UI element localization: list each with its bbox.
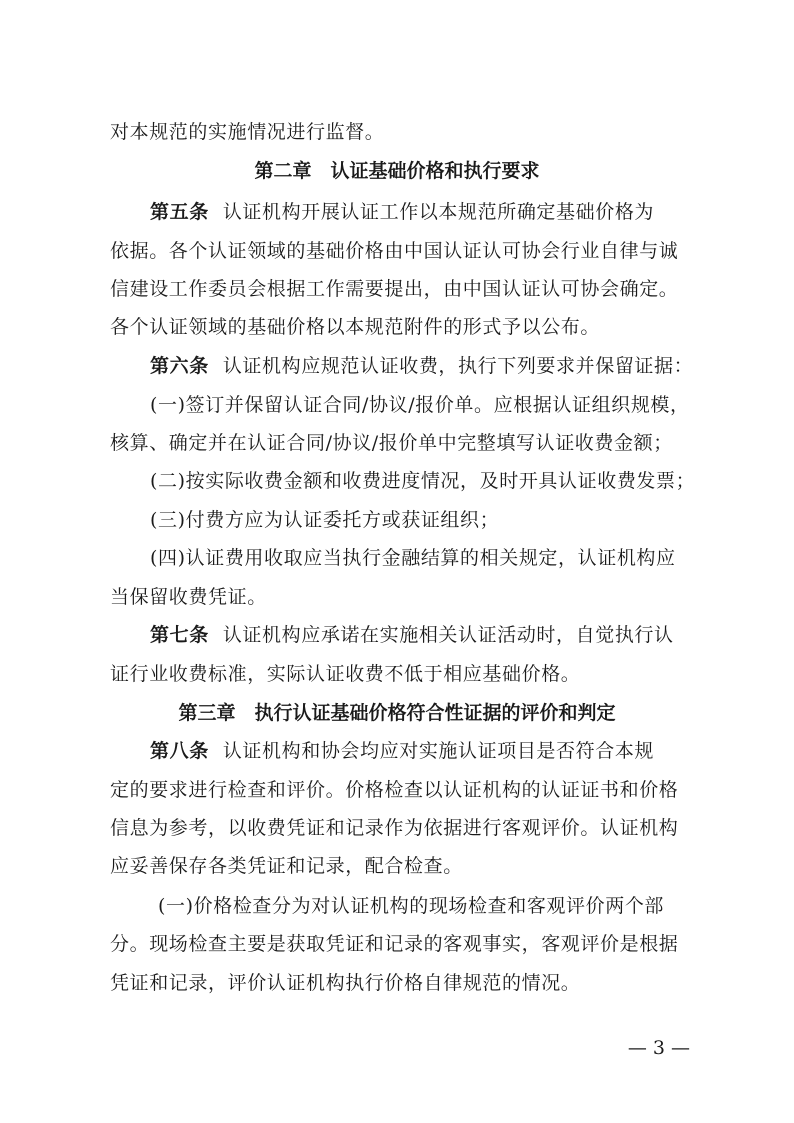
article-7-text: 认证机构应承诺在实施相关认证活动时，自觉执行认 (222, 624, 674, 646)
text-line: 核算、确定并在认证合同/协议/报价单中完整填写认证收费金额； (110, 432, 673, 454)
text-line: 依据。各个认证领域的基础价格由中国认证认可协会行业自律与诚 (110, 240, 679, 262)
text-line: 分。现场检查主要是获取凭证和记录的客观事实，客观评价是根据 (110, 933, 679, 955)
text-line: (二)按实际收费金额和收费进度情况，及时开具认证收费发票； (150, 470, 696, 492)
article-6-line (150, 353, 693, 380)
text-line: 凭证和记录，评价认证机构执行价格自律规范的情况。 (110, 972, 581, 994)
text-line: (一)签订并保留认证合同/协议/报价单。应根据认证组织规模， (150, 394, 690, 416)
article-5-line (150, 199, 654, 226)
article-7-label: 第七条 (150, 624, 209, 646)
text-line: 各个认证领域的基础价格以本规范附件的形式予以公布。 (110, 316, 601, 338)
article-6-label: 第六条 (150, 355, 209, 377)
article-6-text: 认证机构应规范认证收费，执行下列要求并保留证据： (222, 355, 694, 377)
article-8-line (150, 738, 654, 765)
text-line: 当保留收费凭证。 (110, 586, 267, 608)
text-line: 应妥善保存各类凭证和记录，配合检查。 (110, 855, 463, 877)
text-line: 定的要求进行检查和评价。价格检查以认证机构的认证证书和价格 (110, 779, 679, 801)
chapter-heading-2: 第二章 认证基础价格和执行要求 (254, 160, 540, 182)
article-8-text: 认证机构和协会均应对实施认证项目是否符合本规 (222, 740, 655, 762)
article-5-text: 认证机构开展认证工作以本规范所确定基础价格为 (222, 201, 655, 223)
chapter-heading-3: 第三章 执行认证基础价格符合性证据的评价和判定 (178, 702, 616, 724)
text-line: 对本规范的实施情况进行监督。 (110, 121, 385, 143)
text-line: 证行业收费标准，实际认证收费不低于相应基础价格。 (110, 663, 581, 685)
text-line: 信息为参考，以收费凭证和记录作为依据进行客观评价。认证机构 (110, 817, 679, 839)
text-line: (三)付费方应为认证委托方或获证组织； (150, 509, 500, 531)
text-line: (一)价格检查分为对认证机构的现场检查和客观评价两个部 (158, 895, 665, 917)
article-5-label: 第五条 (150, 201, 209, 223)
article-7-line (150, 622, 674, 649)
text-line: (四)认证费用收取应当执行金融结算的相关规定，认证机构应 (150, 547, 676, 569)
article-8-label: 第八条 (150, 740, 209, 762)
page-number: — 3 — (627, 1037, 690, 1059)
text-line: 信建设工作委员会根据工作需要提出，由中国认证认可协会确定。 (110, 278, 679, 300)
